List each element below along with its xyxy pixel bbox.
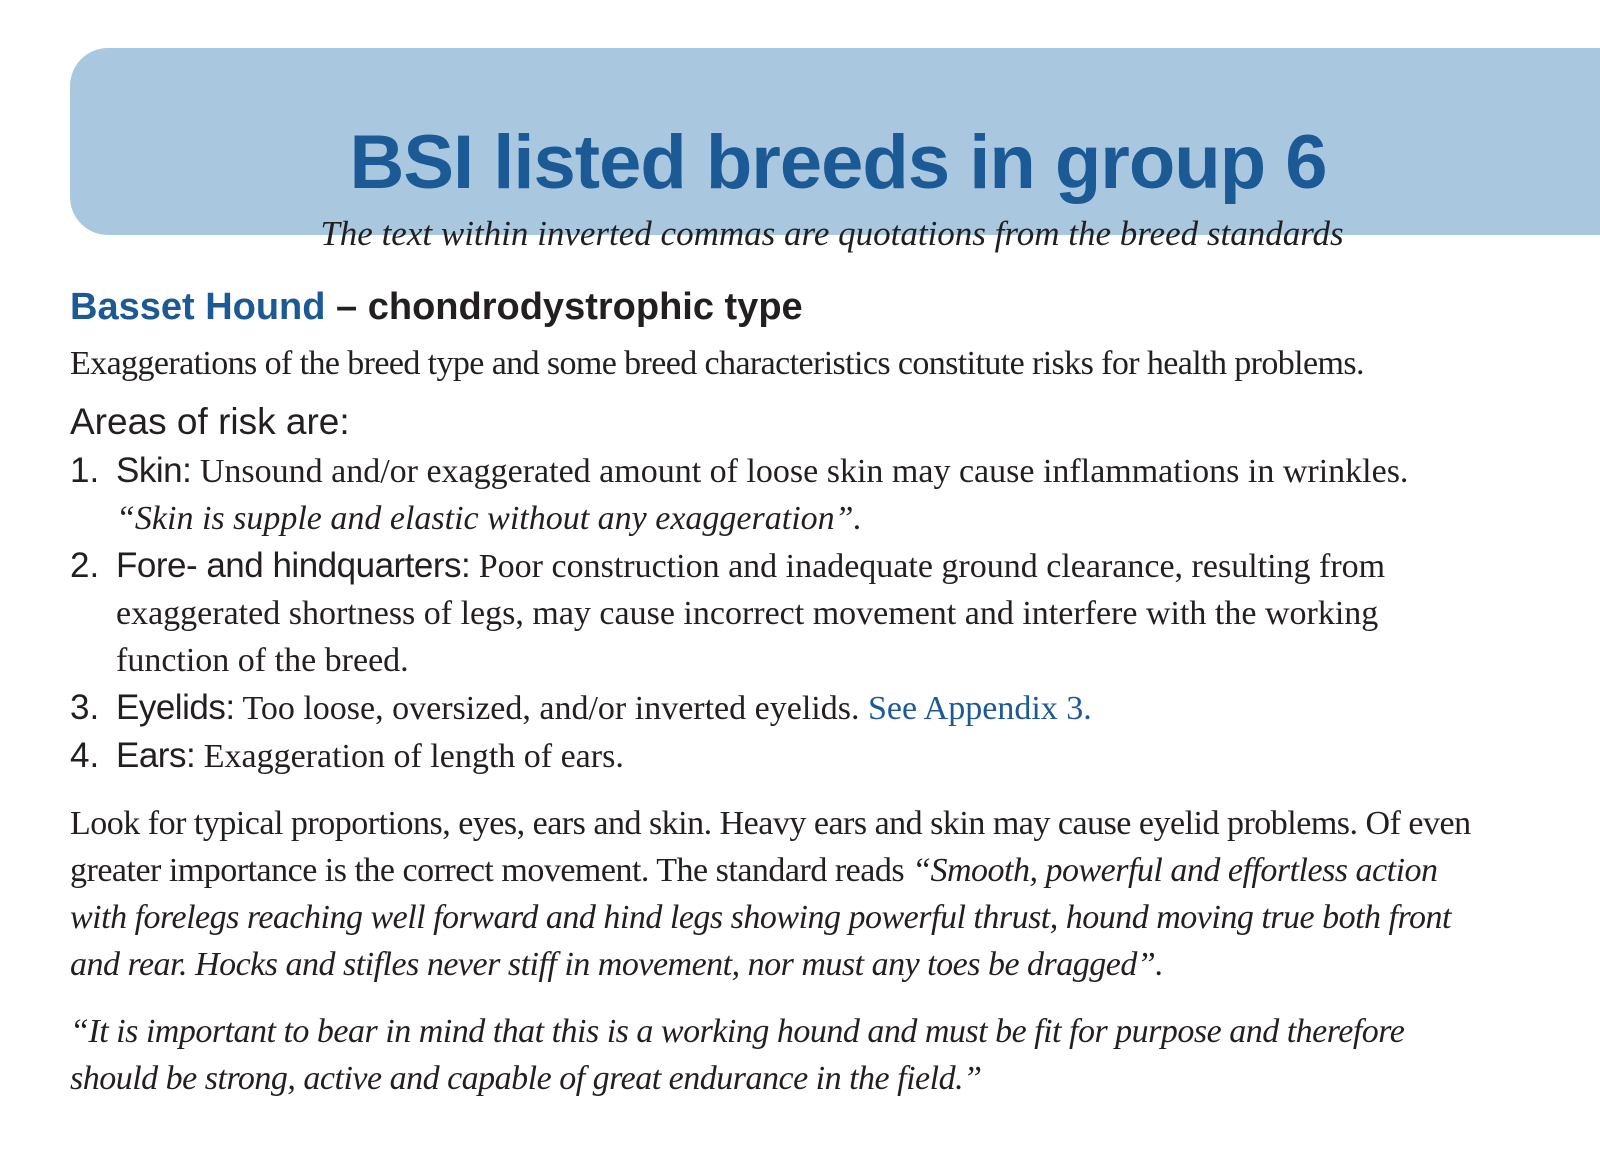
risk-number: 4.	[70, 736, 100, 775]
page-subtitle: The text within inverted commas are quotations from the breed standards	[320, 214, 1344, 253]
risk-item-quarters	[70, 542, 1490, 684]
risk-item-eyelids	[70, 684, 1490, 732]
risk-item-skin	[70, 447, 1490, 542]
risk-list	[70, 447, 1490, 780]
movement-paragraph	[70, 800, 1490, 988]
risk-number: 3.	[70, 688, 100, 727]
risk-quote: “Skin is supple and elastic without any exaggeration”.	[116, 500, 863, 537]
risk-item-ears	[70, 732, 1490, 780]
risk-term: Skin:	[116, 451, 192, 490]
page-title: BSI listed breeds in group 6	[349, 120, 1327, 205]
working-hound-quote: “It is important to bear in mind that this is a working hound and must be fit for purpose and therefore should be strong, active and capable of great endurance in the field.”	[70, 1013, 1405, 1097]
risk-term: Eyelids:	[116, 688, 235, 727]
risk-term: Fore- and hindquarters:	[116, 546, 471, 585]
risk-number: 1.	[70, 451, 100, 490]
breed-heading	[70, 282, 1490, 332]
appendix-link[interactable]: See Appendix 3.	[867, 690, 1092, 727]
areas-heading: Areas of risk are:	[70, 401, 350, 442]
risk-text: Poor construction and inadequate ground clearance, resulting from exaggerated shortness of legs, may cause incorrect movement and interfere with the working function of the breed.	[116, 548, 1386, 679]
main-content	[70, 282, 1490, 1102]
breed-type: – chondrodystrophic type	[336, 286, 803, 328]
movement-quote: “Smooth, powerful and effortless action with forelegs reaching well forward and hind legs showing powerful thrust, hound moving true both front and rear. Hocks and stifles never stiff in movement, nor must any toes be dragged”.	[70, 852, 1451, 983]
working-hound-paragraph	[70, 1008, 1490, 1102]
movement-text: Look for typical proportions, eyes, ears and skin. Heavy ears and skin may cause eyelid problems. Of even greater importance is the correct movement. The standard reads	[70, 805, 1471, 889]
risk-term: Ears:	[116, 736, 196, 775]
risk-text: Exaggeration of length of ears.	[203, 738, 624, 775]
intro-text: Exaggerations of the breed type and some breed characteristics constitute risks for health problems.	[70, 345, 1364, 382]
breed-name: Basset Hound	[70, 286, 326, 328]
title-banner	[70, 48, 1600, 253]
risk-text: Too loose, oversized, and/or inverted eyelids.	[242, 690, 860, 727]
risk-text: Unsound and/or exaggerated amount of loose skin may cause inflammations in wrinkles.	[199, 453, 1409, 490]
risk-number: 2.	[70, 546, 100, 585]
